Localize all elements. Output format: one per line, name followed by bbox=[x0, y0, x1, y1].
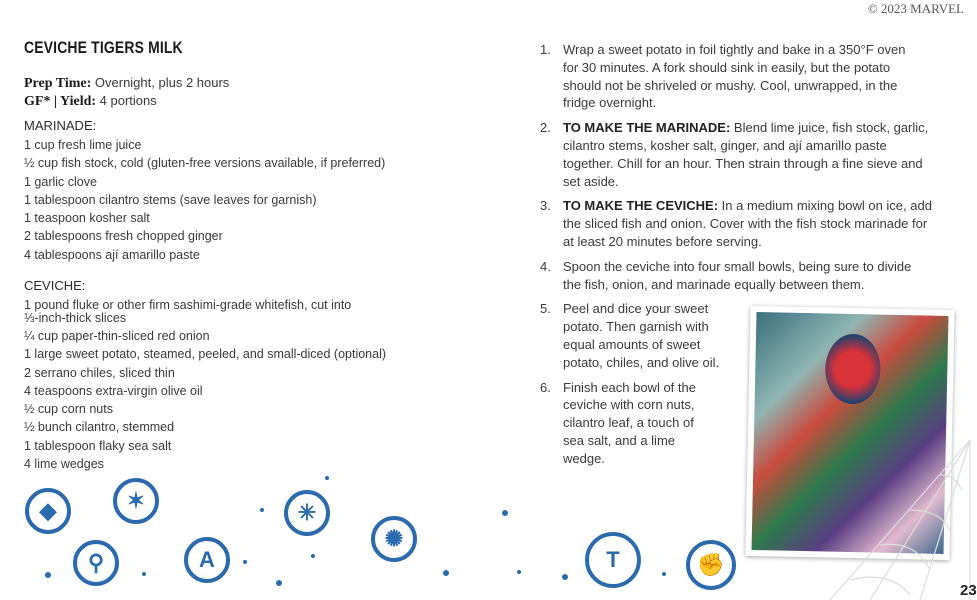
step-body: In a medium mixing bowl on ice, add the sliced fish and onion. Cover with the fish stock marinade for at least 20 minutes before serving. bbox=[563, 198, 932, 249]
decor-dot bbox=[325, 476, 329, 480]
step-body: Blend lime juice, fish stock, garlic, cilantro stems, kosher salt, ginger, and ají amarillo paste together. Chill for an hour. Then strain through a fine sieve and set aside. bbox=[563, 120, 929, 189]
copyright: © 2023 MARVEL bbox=[867, 1, 964, 16]
step-text bbox=[563, 197, 940, 250]
ingredient: ½ bunch cilantro, stemmed bbox=[24, 420, 175, 435]
ant-man-icon: ⚲ bbox=[73, 540, 119, 586]
decor-dot bbox=[311, 554, 315, 558]
step-heading: TO MAKE THE CEVICHE: bbox=[563, 198, 719, 214]
black-panther-icon: ◆ bbox=[25, 488, 71, 534]
captain-marvel-icon: ✶ bbox=[113, 478, 159, 524]
decor-dot bbox=[260, 508, 264, 512]
step-text bbox=[563, 41, 913, 112]
step-number: 3. bbox=[540, 198, 551, 214]
decor-dot bbox=[243, 560, 247, 564]
step-number: 5. bbox=[540, 301, 551, 317]
step-text bbox=[563, 379, 718, 468]
yield-value: 4 portions bbox=[96, 93, 157, 108]
step-heading: TO MAKE THE MARINADE: bbox=[563, 120, 731, 136]
guardians-icon: ✺ bbox=[371, 516, 417, 562]
step-text bbox=[563, 119, 940, 190]
ceviche-heading: CEVICHE: bbox=[24, 278, 86, 293]
avengers-icon: A bbox=[184, 537, 230, 583]
ingredient-line: 1 pound fluke or other firm sashimi-grade whitefish, cut into bbox=[24, 298, 352, 312]
decor-dot bbox=[562, 574, 568, 580]
decor-dot bbox=[276, 580, 282, 586]
decor-dot bbox=[142, 572, 146, 576]
decor-dot bbox=[45, 572, 51, 578]
ingredient: 2 tablespoons fresh chopped ginger bbox=[24, 229, 223, 244]
ingredient: ½ cup fish stock, cold (gluten-free versions available, if preferred) bbox=[24, 156, 386, 171]
recipe-title: CEVICHE TIGERS MILK bbox=[24, 38, 183, 57]
ingredient: 1 tablespoon cilantro stems (save leaves for garnish) bbox=[24, 192, 317, 207]
prep-value: Overnight, plus 2 hours bbox=[91, 75, 230, 90]
marinade-heading: MARINADE: bbox=[24, 118, 97, 133]
page-number: 23 bbox=[960, 582, 977, 599]
ingredient-line: ⅓-inch-thick slices bbox=[24, 311, 127, 325]
spider-man-icon: ✳ bbox=[284, 490, 330, 536]
step-body: Wrap a sweet potato in foil tightly and bake in a 350°F oven for 30 minutes. A fork should sink in easily, but the potato should not be shriveled or mushy. Cool, unwrapped, in the fridge overnight. bbox=[563, 42, 906, 111]
step-number: 6. bbox=[540, 379, 551, 395]
step-number: 1. bbox=[540, 42, 551, 57]
prep-label: Prep Time: bbox=[24, 76, 92, 91]
step-number: 4. bbox=[540, 258, 551, 274]
step-text bbox=[563, 300, 723, 371]
step bbox=[540, 197, 940, 250]
ceviche-list bbox=[24, 296, 386, 473]
recipe-meta bbox=[24, 74, 229, 110]
decor-dot bbox=[517, 570, 521, 574]
step-body: Peel and dice your sweet potato. Then garnish with equal amounts of sweet potato, chiles, and olive oil. bbox=[563, 301, 720, 370]
thor-hammer-icon: T bbox=[585, 532, 641, 588]
step-body: Finish each bowl of the ceviche with corn nuts, cilantro leaf, a touch of sea salt, and a lime wedge. bbox=[563, 379, 696, 466]
spider-web-decoration bbox=[830, 430, 970, 600]
step-text bbox=[563, 258, 923, 294]
step-body: Spoon the ceviche into four small bowls, being sure to divide the fish, onion, and marinade equally between them. bbox=[563, 258, 912, 292]
ingredient: 2 serrano chiles, sliced thin bbox=[24, 365, 175, 380]
ingredient: 4 teaspoons extra-virgin olive oil bbox=[24, 383, 203, 398]
decor-dot bbox=[443, 570, 449, 576]
ingredient: ¼ cup paper-thin-sliced red onion bbox=[24, 329, 210, 343]
ingredient bbox=[24, 296, 386, 327]
step bbox=[540, 258, 940, 294]
hulk-fist-icon: ✊ bbox=[686, 540, 736, 590]
ingredient: 4 lime wedges bbox=[24, 457, 104, 472]
step bbox=[540, 41, 940, 112]
decor-dot bbox=[502, 510, 508, 516]
ingredient: 4 tablespoons ají amarillo paste bbox=[24, 247, 200, 262]
decor-dot bbox=[662, 572, 666, 576]
ingredient: 1 teaspoon kosher salt bbox=[24, 211, 150, 226]
step-number: 2. bbox=[540, 120, 551, 136]
marinade-list bbox=[24, 136, 385, 264]
ingredient: 1 cup fresh lime juice bbox=[24, 138, 142, 152]
ingredient: 1 tablespoon flaky sea salt bbox=[24, 438, 172, 453]
gf-yield-label: GF* | Yield: bbox=[24, 94, 97, 109]
step bbox=[540, 119, 940, 190]
ingredient: 1 large sweet potato, steamed, peeled, and small-diced (optional) bbox=[24, 347, 387, 362]
ingredient: 1 garlic clove bbox=[24, 174, 97, 189]
ingredient: ½ cup corn nuts bbox=[24, 402, 113, 417]
